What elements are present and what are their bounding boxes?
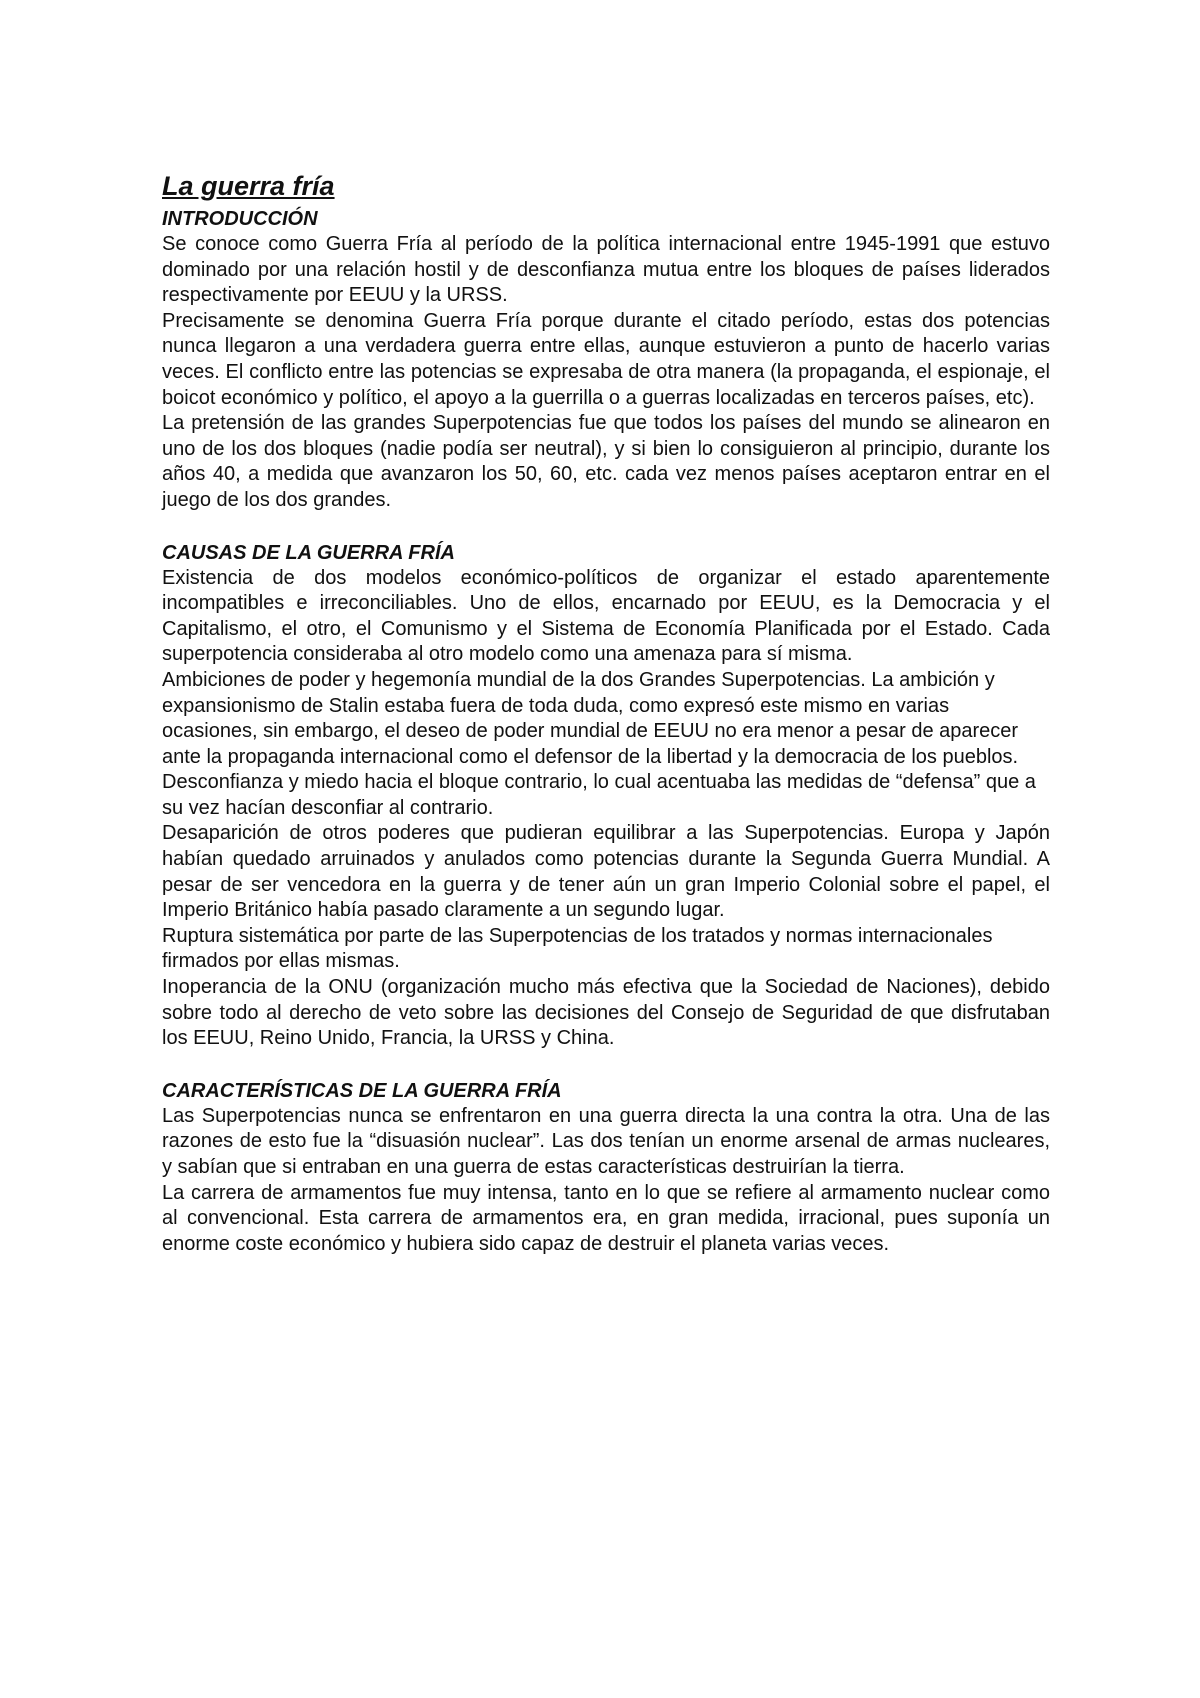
document-title: La guerra fría <box>162 171 335 201</box>
section-causas <box>162 540 1050 1052</box>
paragraph: La carrera de armamentos fue muy intensa, tanto en lo que se refiere al armamento nuclear como al convencional. Esta carrera de armamentos era, en gran medida, irracional, pues suponía un enorme coste económico y hubiera sido capaz de destruir el planeta varias veces. <box>162 1181 1050 1255</box>
paragraph: Precisamente se denomina Guerra Fría porque durante el citado período, estas dos potencias nunca llegaron a una verdadera guerra entre ellas, aunque estuvieron a punto de hacerlo varias veces. El conflicto entre las potencias se expresaba de otra manera (la propaganda, el espionaje, el boicot económico y político, el apoyo a la guerrilla o a guerras localizadas en terceros países, etc). <box>162 309 1050 409</box>
section-heading: INTRODUCCIÓN <box>162 208 318 230</box>
section-caracteristicas <box>162 1078 1050 1258</box>
section-introduccion <box>162 206 1050 514</box>
paragraph: Inoperancia de la ONU (organización mucho más efectiva que la Sociedad de Naciones), debido sobre todo al derecho de veto sobre las decisiones del Consejo de Seguridad de que disfrutaban los EEUU, Reino Unido, Francia, la URSS y China. <box>162 976 1050 1050</box>
paragraph: Ruptura sistemática por parte de las Superpotencias de los tratados y normas internacionales firmados por ellas mismas. <box>162 924 993 973</box>
paragraph: Ambiciones de poder y hegemonía mundial de la dos Grandes Superpotencias. La ambición y expansionismo de Stalin estaba fuera de toda duda, como expresó este mismo en varias ocasiones, sin embargo, el deseo de poder mundial de EEUU no era menor a pesar de aparecer ante la propaganda internacional como el defensor de la libertad y la democracia de los pueblos. <box>162 668 1019 768</box>
paragraph: Se conoce como Guerra Fría al período de la política internacional entre 1945-1991 que estuvo dominado por una relación hostil y de desconfianza mutua entre los bloques de países liderados respectivamente por EEUU y la URSS. <box>162 233 1050 307</box>
section-heading: CAUSAS DE LA GUERRA FRÍA <box>162 541 455 564</box>
paragraph: Existencia de dos modelos económico-políticos de organizar el estado aparentemente incompatibles e irreconciliables. Uno de ellos, encarnado por EEUU, es la Democracia y el Capitalismo, el otro, el Comunismo y el Sistema de Economía Planificada por el Estado. Cada superpotencia consideraba al otro modelo como una amenaza para sí misma. <box>162 566 1050 666</box>
paragraph: Las Superpotencias nunca se enfrentaron en una guerra directa la una contra la otra. Una de las razones de esto fue la “disuasión nuclear”. Las dos tenían un enorme arsenal de armas nucleares, y sabían que si entraban en una guerra de estas características destruirían la tierra. <box>162 1104 1050 1178</box>
paragraph: Desaparición de otros poderes que pudieran equilibrar a las Superpotencias. Europa y Japón habían quedado arruinados y anulados como potencias durante la Segunda Guerra Mundial. A pesar de ser vencedora en la guerra y de tener aún un gran Imperio Colonial sobre el papel, el Imperio Británico había pasado claramente a un segundo lugar. <box>162 822 1050 922</box>
paragraph: La pretensión de las grandes Superpotencias fue que todos los países del mundo se alinearon en uno de los dos bloques (nadie podía ser neutral), y si bien lo consiguieron al principio, durante los años 40, a medida que avanzaron los 50, 60, etc. cada vez menos países aceptaron entrar en el juego de los dos grandes. <box>162 412 1050 511</box>
paragraph: Desconfianza y miedo hacia el bloque contrario, lo cual acentuaba las medidas de “defensa” que a su vez hacían desconfiar al contrario. <box>162 771 1036 819</box>
document-page <box>162 168 1050 1257</box>
section-heading: CARACTERÍSTICAS DE LA GUERRA FRÍA <box>162 1079 562 1102</box>
